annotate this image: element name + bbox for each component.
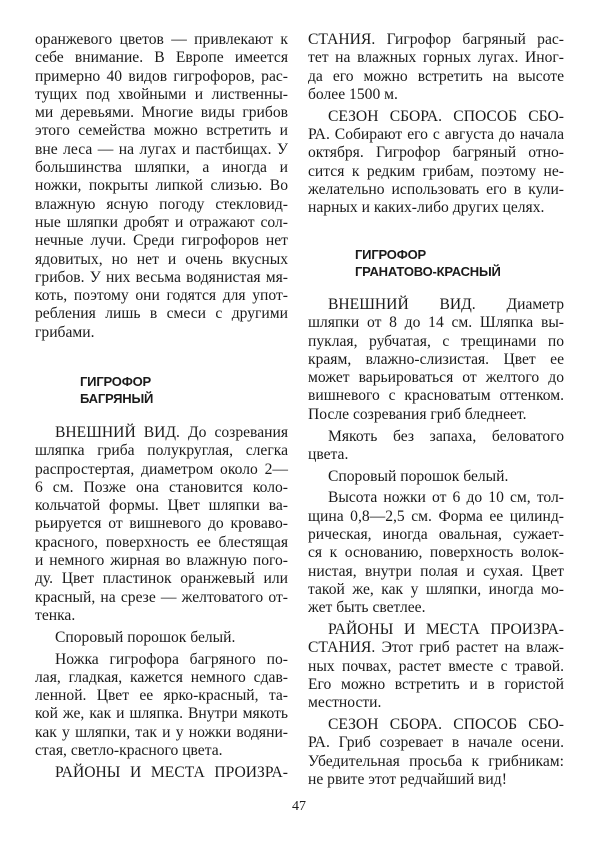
heading-line: БАГРЯНЫЙ — [80, 390, 154, 406]
text-line: тет на влажных горных лугах. Иног- — [308, 49, 564, 67]
text-line: нарных и каких-либо других целях. — [308, 199, 545, 217]
text-line: коть, поэтому они годятся для упот- — [35, 287, 288, 305]
text-line: красный, на срезе — желтоватого от- — [35, 588, 288, 606]
text-line: как у шляпки, так и у ножки водяни- — [35, 723, 288, 741]
text-line: такой же, как у шляпки, иногда мо- — [308, 580, 564, 598]
text-line: РА. Гриб созревает в начале осени. — [308, 734, 564, 752]
text-line: рьируется от вишневого до кроваво- — [35, 515, 288, 533]
text-line: шляпка гриба полукруглая, слегка — [35, 442, 288, 460]
text-line: может варьироваться от желтого до — [308, 369, 564, 387]
text-line: ВНЕШНИЙ ВИД. Диаметр — [328, 296, 564, 313]
text-line: РАЙОНЫ И МЕСТА ПРОИЗРА- — [328, 621, 564, 639]
text-line: жет быть светлее. — [308, 599, 426, 617]
text-line: кой же, как и шляпка. Внутри мякоть — [35, 705, 288, 723]
paragraph — [308, 31, 564, 104]
text-line: стая, светло-красного цвета. — [35, 742, 223, 760]
text-line: ножки, покрыты липкой слизью. Во — [35, 177, 288, 195]
text-line: ядовитых, но нет и очень вкусных — [35, 250, 288, 268]
text-line: 6 см. Позже она становится коло- — [35, 478, 288, 496]
page-number: 47 — [292, 799, 306, 814]
text-line: примерно 40 видов гигрофоров, рас- — [35, 67, 288, 85]
text-line: Ножка гигрофора багряного по- — [55, 650, 288, 668]
left-intro-text — [35, 31, 288, 342]
text-line: желательно использовать его в кули- — [308, 180, 564, 198]
text-line: СЕЗОН СБОРА. СПОСОБ СБО- — [328, 716, 564, 734]
text-line: ребления лишь в смеси с другими — [35, 305, 288, 323]
text-line: щина 0,8—2,5 см. Форма ее цилинд- — [308, 507, 564, 525]
paragraph — [35, 651, 288, 761]
text-line: красного, поверхность ее блестящая — [35, 533, 288, 551]
paragraph — [308, 428, 564, 465]
left-section-text — [35, 424, 288, 782]
text-line: краям, влажно-слизистая. Цвет ее — [308, 350, 564, 368]
text-line: ми деревьями. Многие виды грибов — [35, 104, 288, 122]
text-line: нистая, внутри полая и сухая. Цвет — [308, 562, 564, 580]
right-section-text — [308, 296, 564, 789]
text-line: Его можно встретить и в гористой — [308, 675, 564, 693]
text-line: РАЙОНЫ И МЕСТА ПРОИЗРА- — [55, 763, 288, 781]
paragraph — [35, 629, 288, 647]
text-line: пуклая, рубчатая, с трещинами по — [308, 332, 564, 350]
text-line: влажную ясную погоду стекловид- — [35, 195, 288, 213]
text-line: и немного жирная во влажную пого- — [35, 552, 288, 570]
text-line: тущих под хвойными и лиственны- — [35, 85, 288, 103]
text-line: грибов. У них весьма водянистая мя- — [35, 268, 288, 286]
text-line: РА. Собирают его с августа до начала — [308, 125, 564, 143]
paragraph — [35, 424, 288, 625]
right-intro-text — [308, 31, 564, 217]
text-line: вишневого с красноватым оттенком. — [308, 387, 564, 405]
text-line: грибами. — [35, 323, 95, 341]
section-heading-gigrofor-granatovo-krasny — [355, 247, 501, 280]
text-line: лая, гладкая, кажется немного сдав- — [35, 668, 288, 686]
text-line: СТАНИЯ. Этот гриб растет на влаж- — [308, 639, 564, 657]
text-line: большинства шляпки, а иногда и — [35, 159, 288, 177]
text-line: ду. Цвет пластинок оранжевый или — [35, 570, 288, 588]
text-line: местности. — [308, 694, 382, 712]
text-line: сится к редким грибам, поэтому не- — [308, 162, 564, 180]
text-line: ленной. Цвет ее ярко-красный, та- — [35, 687, 288, 705]
text-line: не рвите этот редчайший вид! — [308, 770, 507, 788]
paragraph — [35, 31, 288, 342]
text-line: Убедительная просьба к грибникам: — [308, 752, 564, 770]
paragraph — [308, 489, 564, 617]
text-line: Мякоть без запаха, беловатого — [328, 427, 564, 445]
heading-line: ГРАНАТОВО-КРАСНЫЙ — [355, 263, 501, 279]
text-line: После созревания гриб бледнеет. — [308, 405, 527, 423]
text-line: ся к основанию, поверхность волок- — [308, 544, 564, 562]
text-line: СЕЗОН СБОРА. СПОСОБ СБО- — [328, 107, 564, 125]
paragraph — [308, 621, 564, 712]
text-line: этого семейства можно встретить и — [35, 122, 288, 140]
text-line: кольчатой формы. Цвет шляпки ва- — [35, 497, 288, 515]
text-line: себе внимание. В Европе имеется — [35, 49, 288, 67]
text-line: ные шляпки дробят и отражают сол- — [35, 213, 288, 231]
paragraph — [308, 296, 564, 424]
text-line: оранжевого цветов — привлекают к — [35, 31, 288, 48]
text-line: СТАНИЯ. Гигрофор багряный рас- — [308, 31, 564, 48]
text-line: нечные лучи. Среди гигрофоров нет — [35, 232, 288, 250]
text-line: ВНЕШНИЙ ВИД. До созревания — [55, 424, 288, 441]
section-heading-gigrofor-bagryany — [80, 374, 153, 407]
text-line: тенка. — [35, 606, 76, 624]
paragraph — [35, 764, 288, 782]
heading-line: ГИГРОФОР — [80, 374, 151, 389]
text-line: рическая, иногда овальная, сужает- — [308, 526, 564, 544]
text-line: распростертая, диаметром около 2— — [35, 460, 288, 478]
paragraph — [308, 716, 564, 789]
text-line: вне леса — на лугах и пастбищах. У — [35, 140, 288, 158]
text-line: да его можно встретить на высоте — [308, 67, 564, 85]
text-line: более 1500 м. — [308, 85, 398, 103]
paragraph — [308, 108, 564, 218]
text-line: Высота ножки от 6 до 10 см, тол- — [328, 489, 564, 507]
paragraph — [308, 468, 564, 486]
text-line: цвета. — [308, 445, 349, 463]
text-line: ных почвах, растет вместе с травой. — [308, 657, 564, 675]
text-line: октября. Гигрофор багряный отно- — [308, 144, 564, 162]
text-line: шляпки от 8 до 14 см. Шляпка вы- — [308, 314, 564, 332]
text-line: Споровый порошок белый. — [55, 628, 236, 646]
heading-line: ГИГРОФОР — [355, 247, 426, 262]
text-line: Споровый порошок белый. — [328, 467, 509, 485]
